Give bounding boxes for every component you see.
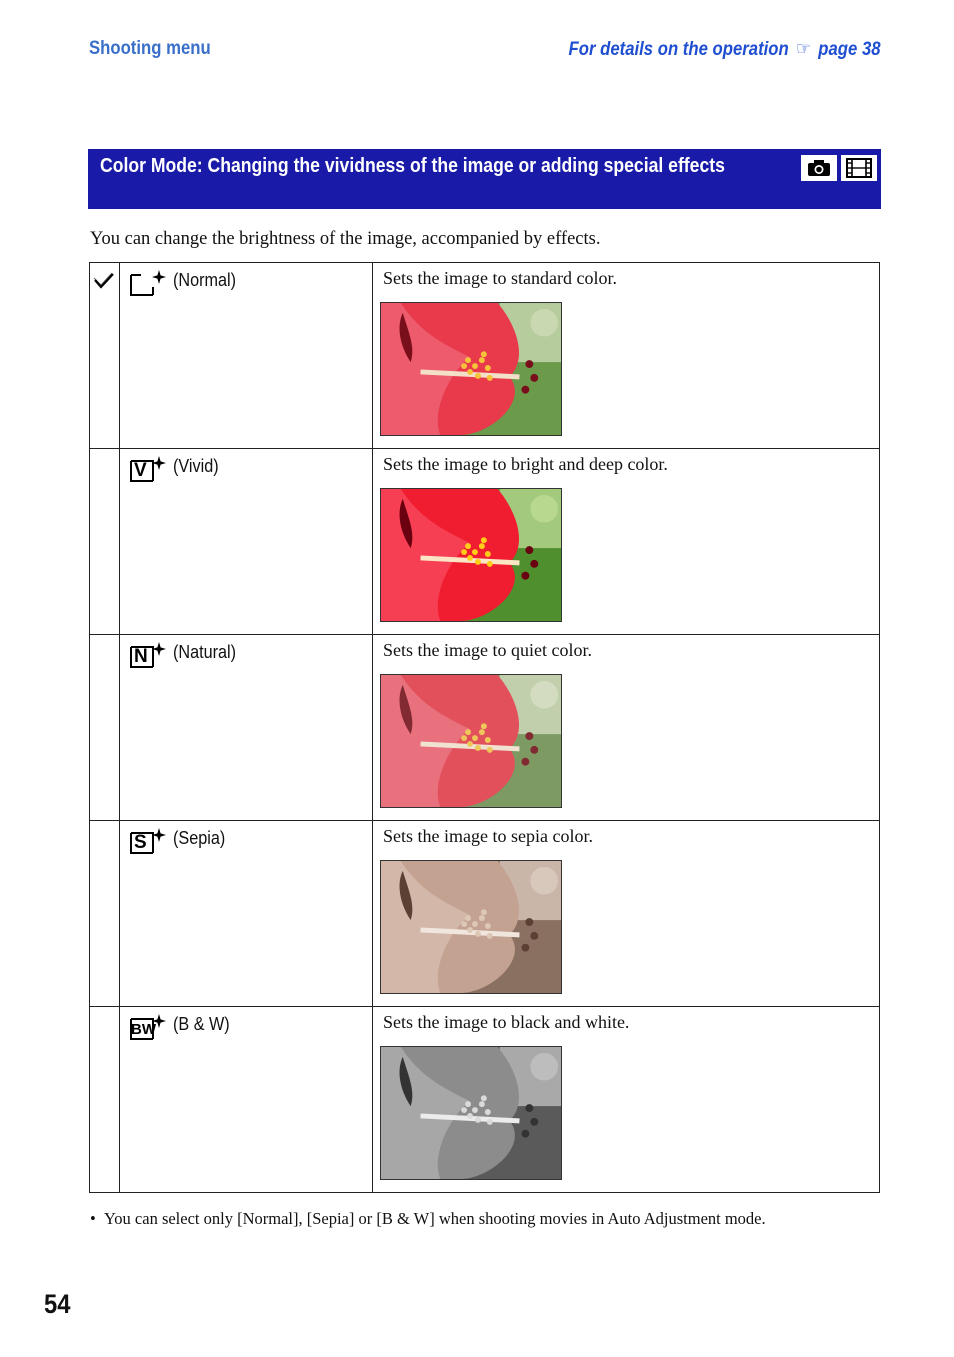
default-cell (90, 635, 120, 821)
section-header: Shooting menu (89, 38, 211, 59)
table-row (90, 635, 880, 821)
mode-icons (801, 155, 877, 181)
default-check-icon (93, 272, 115, 290)
mode-name: (Natural) (173, 642, 237, 662)
color-mode-icon (129, 1013, 167, 1041)
page-number: 54 (44, 1289, 71, 1319)
title-bar (88, 149, 881, 209)
mode-name: (Normal) (173, 270, 236, 290)
mode-desc-cell (373, 263, 880, 449)
sample-photo (380, 302, 562, 436)
note: • You can select only [Normal], [Sepia] or [B & W] when shooting movies in Auto Adjustment mode. (90, 1209, 766, 1228)
mode-name-cell (120, 449, 373, 635)
table-row (90, 449, 880, 635)
mode-name-cell (120, 635, 373, 821)
mode-name: (Vivid) (173, 456, 219, 476)
color-mode-table (89, 262, 880, 1193)
mode-description: Sets the image to sepia color. (383, 826, 593, 846)
table-row (90, 263, 880, 449)
mode-description: Sets the image to bright and deep color. (383, 454, 668, 474)
note-text: You can select only [Normal], [Sepia] or [B & W] when shooting movies in Auto Adjustment mode. (104, 1209, 766, 1228)
mode-desc-cell (373, 449, 880, 635)
default-cell (90, 821, 120, 1007)
mode-description: Sets the image to quiet color. (383, 640, 592, 660)
default-cell (90, 263, 120, 449)
intro-text: You can change the brightness of the image, accompanied by effects. (90, 229, 601, 249)
svg-text:V: V (134, 460, 147, 481)
sample-photo (380, 1046, 562, 1180)
mode-name-cell (120, 821, 373, 1007)
mode-name: (Sepia) (173, 828, 226, 848)
color-mode-icon (129, 641, 167, 669)
mode-desc-cell (373, 821, 880, 1007)
camera-icon (801, 155, 837, 181)
default-cell (90, 1007, 120, 1193)
table-row (90, 1007, 880, 1193)
details-link[interactable] (569, 38, 881, 61)
details-page: page 38 (818, 39, 881, 60)
movie-icon (841, 155, 877, 181)
svg-text:N: N (134, 646, 148, 667)
mode-description: Sets the image to black and white. (383, 1012, 630, 1032)
mode-name-cell (120, 1007, 373, 1193)
sample-photo (380, 674, 562, 808)
mode-name: (B & W) (173, 1014, 230, 1034)
mode-name-cell (120, 263, 373, 449)
mode-description: Sets the image to standard color. (383, 268, 617, 288)
svg-text:S: S (134, 832, 147, 853)
mode-desc-cell (373, 635, 880, 821)
mode-desc-cell (373, 1007, 880, 1193)
table-row (90, 821, 880, 1007)
svg-text:BW: BW (131, 1021, 156, 1038)
default-cell (90, 449, 120, 635)
pointing-hand-icon: ☞ (796, 39, 812, 60)
details-prefix: For details on the operation (568, 39, 790, 60)
sample-photo (380, 860, 562, 994)
sample-photo (380, 488, 562, 622)
page-title: Color Mode: Changing the vividness of the image or adding special effects (100, 155, 725, 177)
color-mode-icon (129, 827, 167, 855)
color-mode-icon (129, 269, 167, 297)
color-mode-icon (129, 455, 167, 483)
